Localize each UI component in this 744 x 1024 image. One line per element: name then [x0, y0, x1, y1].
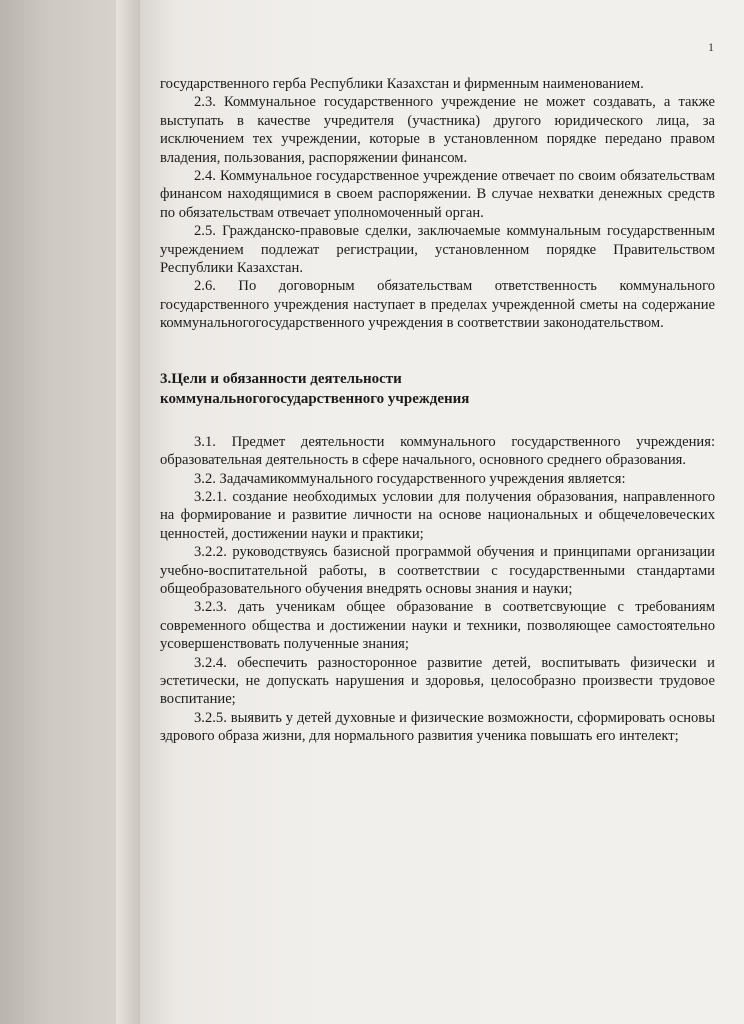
paragraph-2-4: 2.4. Коммунальное государственное учреждение отвечает по своим обязательствам финансом находящимися в своем распоряжении. В случае нехватки денежных средств по обязательствам отвечает уполномоченный орган.	[160, 168, 715, 221]
section-heading-line-1: 3.Цели и обязанности деятельности	[160, 370, 402, 387]
page-number: 1	[708, 40, 714, 54]
section-heading-line-2: коммунальногогосударственного учреждения	[160, 390, 470, 407]
section-spacer	[160, 333, 715, 369]
heading-spacer	[160, 409, 715, 433]
paragraph-2-5: 2.5. Гражданско-правовые сделки, заключаемые коммунальным государственным учреждением подлежат регистрации, установленном порядке Правительством Республики Казахстан.	[160, 223, 715, 277]
paragraph-3-2-3: 3.2.3. дать ученикам общее образование в соответсвующие с требованиям современного общества и достижении науки и техники, позволяющее самостоятельно усовершенствовать полученные знания;	[160, 599, 715, 653]
paragraph-3-2: 3.2. Задачамикоммунального государственного учреждения является:	[194, 470, 626, 487]
left-page-edge	[0, 0, 120, 1024]
document-page	[140, 0, 744, 1024]
binding-strip	[116, 0, 142, 1024]
paragraph-3-2-5: 3.2.5. выявить у детей духовные и физические возможности, сформировать основы здрового образа жизни, для нормального развития ученика повышать его интелект;	[160, 709, 715, 745]
paragraph-2-3: 2.3. Коммунальное государственного учреждение не может создавать, а также выступать в качестве учредителя (участника) другого юридического лица, за исключением тех учреждении, которые в установленном порядке передано правом владения, пользования, распоряжении финансом.	[160, 94, 715, 166]
paragraph-3-2-4: 3.2.4. обеспечить разносторонное развитие детей, воспитывать физически и эстетически, не допускать нарушения и здоровья, целособразно произвести трудовое воспитание;	[160, 654, 715, 708]
paragraph-3-1: 3.1. Предмет деятельности коммунального государственного учреждения: образовательная деятельность в сфере начального, основного среднего образования.	[160, 433, 715, 469]
paragraph-2-6: 2.6. По договорным обязательствам ответственность коммунального государственного учреждения наступает в пределах учрежденной сметы на содержание коммунальногогосударственного учреждения в соответствии законодательством.	[160, 278, 715, 332]
page-content	[160, 75, 715, 746]
paragraph-3-2-1: 3.2.1. создание необходимых условии для получения образования, направленного на формирование и развитие личности на основе национальных и общечеловеческих ценностей, достижении науки и практики;	[160, 488, 715, 542]
paragraph-3-2-2: 3.2.2. руководствуясь базисной программой обучения и принципами организации учебно-воспитательной работы, в соответствии с государственными стандартами общеобразовательного обучения внедрять основы знания и науки;	[160, 544, 715, 597]
paragraph-continuation: государственного герба Республики Казахстан и фирменным наименованием.	[160, 76, 644, 92]
